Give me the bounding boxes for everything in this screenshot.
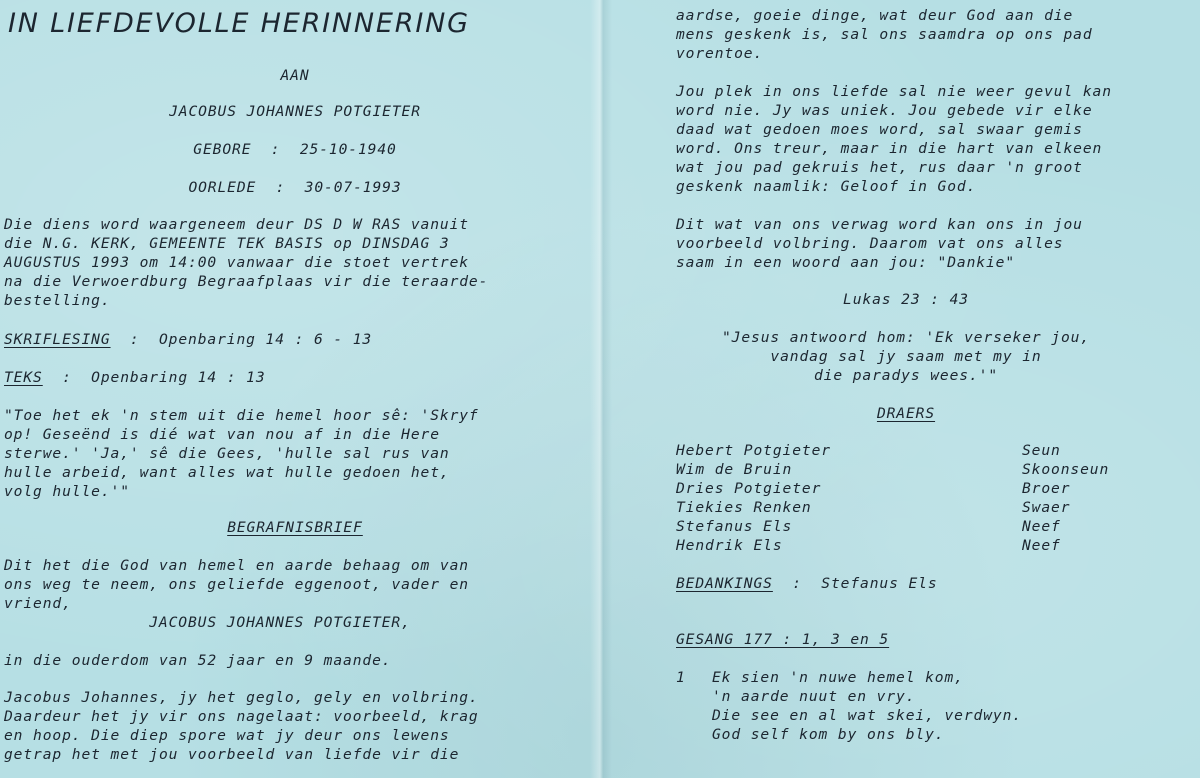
service-line: bestelling. bbox=[4, 292, 111, 309]
paragraph-line: word. Ons treur, maar in die hart van elkeen bbox=[676, 140, 1103, 157]
paragraph-line: geskenk naamlik: Geloof in God. bbox=[676, 178, 977, 195]
bearer-name: Tiekies Renken bbox=[676, 499, 812, 516]
age-line: in die ouderdom van 52 jaar en 9 maande. bbox=[4, 652, 392, 669]
thanks-label: BEDANKINGS bbox=[676, 575, 773, 592]
hymn-line: Ek sien 'n nuwe hemel kom, bbox=[712, 669, 964, 686]
verse-line: vandag sal jy saam met my in bbox=[770, 348, 1042, 365]
birth-date: GEBORE : 25-10-1940 bbox=[193, 141, 397, 158]
death-date: OORLEDE : 30-07-1993 bbox=[188, 179, 402, 196]
service-line: na die Verwoerdburg Begraafplaas vir die teraarde- bbox=[4, 273, 489, 290]
text-row bbox=[4, 368, 266, 387]
bearer-relation: Swaer bbox=[1022, 499, 1071, 516]
quote-line: hulle arbeid, want alles wat hulle gedoen het, bbox=[4, 464, 450, 481]
bearer-name: Wim de Bruin bbox=[676, 461, 793, 478]
letter-line: Dit het die God van hemel en aarde behaag om van bbox=[4, 557, 469, 574]
hymn-verse-number: 1 bbox=[676, 669, 686, 686]
quote-line: op! Geseënd is dié wat van nou af in die Here bbox=[4, 426, 440, 443]
letter-heading: BEGRAFNISBRIEF bbox=[227, 519, 363, 536]
reading-label: SKRIFLESING bbox=[4, 331, 111, 348]
bearer-name: Hendrik Els bbox=[676, 537, 783, 554]
bearer-relation: Seun bbox=[1022, 442, 1061, 459]
service-line: die N.G. KERK, GEMEENTE TEK BASIS op DINSDAG 3 bbox=[4, 235, 450, 252]
letter-line: vriend, bbox=[4, 595, 72, 612]
paragraph-line: daad wat gedoen moes word, sal swaar gemis bbox=[676, 121, 1083, 138]
letter-line: ons weg te neem, ons geliefde eggenoot, vader en bbox=[4, 576, 469, 593]
text-label: TEKS bbox=[4, 369, 43, 386]
deceased-name: JACOBUS JOHANNES POTGIETER bbox=[169, 103, 421, 120]
paragraph-line: saam in een woord aan jou: "Dankie" bbox=[676, 254, 1016, 271]
quote-line: sterwe.' 'Ja,' sê die Gees, 'hulle sal rus van bbox=[4, 445, 450, 462]
bearer-name: Dries Potgieter bbox=[676, 480, 822, 497]
tribute-line: getrap het met jou voorbeeld van liefde vir die bbox=[4, 746, 460, 763]
aan-line: AAN bbox=[280, 67, 310, 84]
continued-line: vorentoe. bbox=[676, 45, 764, 62]
continued-line: mens geskenk is, sal ons saamdra op ons pad bbox=[676, 26, 1093, 43]
text-value: : Openbaring 14 : 13 bbox=[42, 369, 266, 386]
reading-value: : Openbaring 14 : 6 - 13 bbox=[110, 331, 373, 348]
service-line: AUGUSTUS 1993 om 14:00 vanwaar die stoet vertrek bbox=[4, 254, 469, 271]
reading-row bbox=[4, 330, 372, 349]
thanks-value: : Stefanus Els bbox=[772, 575, 938, 592]
hymn-line: Die see en al wat skei, verdwyn. bbox=[712, 707, 1022, 724]
tribute-line: en hoop. Die diep spore wat jy deur ons lewens bbox=[4, 727, 450, 744]
paragraph-line: word nie. Jy was uniek. Jou gebede vir elke bbox=[676, 102, 1093, 119]
memorial-title: IN LIEFDEVOLLE HERINNERING bbox=[8, 8, 470, 39]
verse-reference: Lukas 23 : 43 bbox=[843, 291, 969, 308]
bearer-relation: Skoonseun bbox=[1022, 461, 1110, 478]
page-fold bbox=[590, 0, 612, 778]
tribute-line: Daardeur het jy vir ons nagelaat: voorbeeld, krag bbox=[4, 708, 479, 725]
thanks-row bbox=[676, 574, 938, 593]
bearers-heading: DRAERS bbox=[876, 405, 936, 422]
quote-line: "Toe het ek 'n stem uit die hemel hoor sê: 'Skryf bbox=[4, 407, 479, 424]
service-line: Die diens word waargeneem deur DS D W RAS vanuit bbox=[4, 216, 469, 233]
bearer-name: Hebert Potgieter bbox=[676, 442, 831, 459]
bearer-relation: Neef bbox=[1022, 518, 1061, 535]
verse-line: die paradys wees.'" bbox=[813, 367, 999, 384]
continued-line: aardse, goeie dinge, wat deur God aan die bbox=[676, 7, 1074, 24]
quote-line: volg hulle.'" bbox=[4, 483, 130, 500]
paragraph-line: voorbeeld volbring. Daarom vat ons alles bbox=[676, 235, 1064, 252]
bearer-relation: Neef bbox=[1022, 537, 1061, 554]
paragraph-line: Jou plek in ons liefde sal nie weer gevul kan bbox=[676, 83, 1112, 100]
bearer-relation: Broer bbox=[1022, 480, 1071, 497]
hymn-line: 'n aarde nuut en vry. bbox=[712, 688, 916, 705]
letter-name: JACOBUS JOHANNES POTGIETER, bbox=[149, 614, 411, 631]
tribute-line: Jacobus Johannes, jy het geglo, gely en volbring. bbox=[4, 689, 479, 706]
bearer-name: Stefanus Els bbox=[676, 518, 793, 535]
paragraph-line: Dit wat van ons verwag word kan ons in jou bbox=[676, 216, 1083, 233]
verse-line: "Jesus antwoord hom: 'Ek verseker jou, bbox=[721, 329, 1091, 346]
hymn-line: God self kom by ons bly. bbox=[712, 726, 945, 743]
hymn-heading: GESANG 177 : 1, 3 en 5 bbox=[676, 631, 890, 648]
paragraph-line: wat jou pad gekruis het, rus daar 'n groot bbox=[676, 159, 1083, 176]
